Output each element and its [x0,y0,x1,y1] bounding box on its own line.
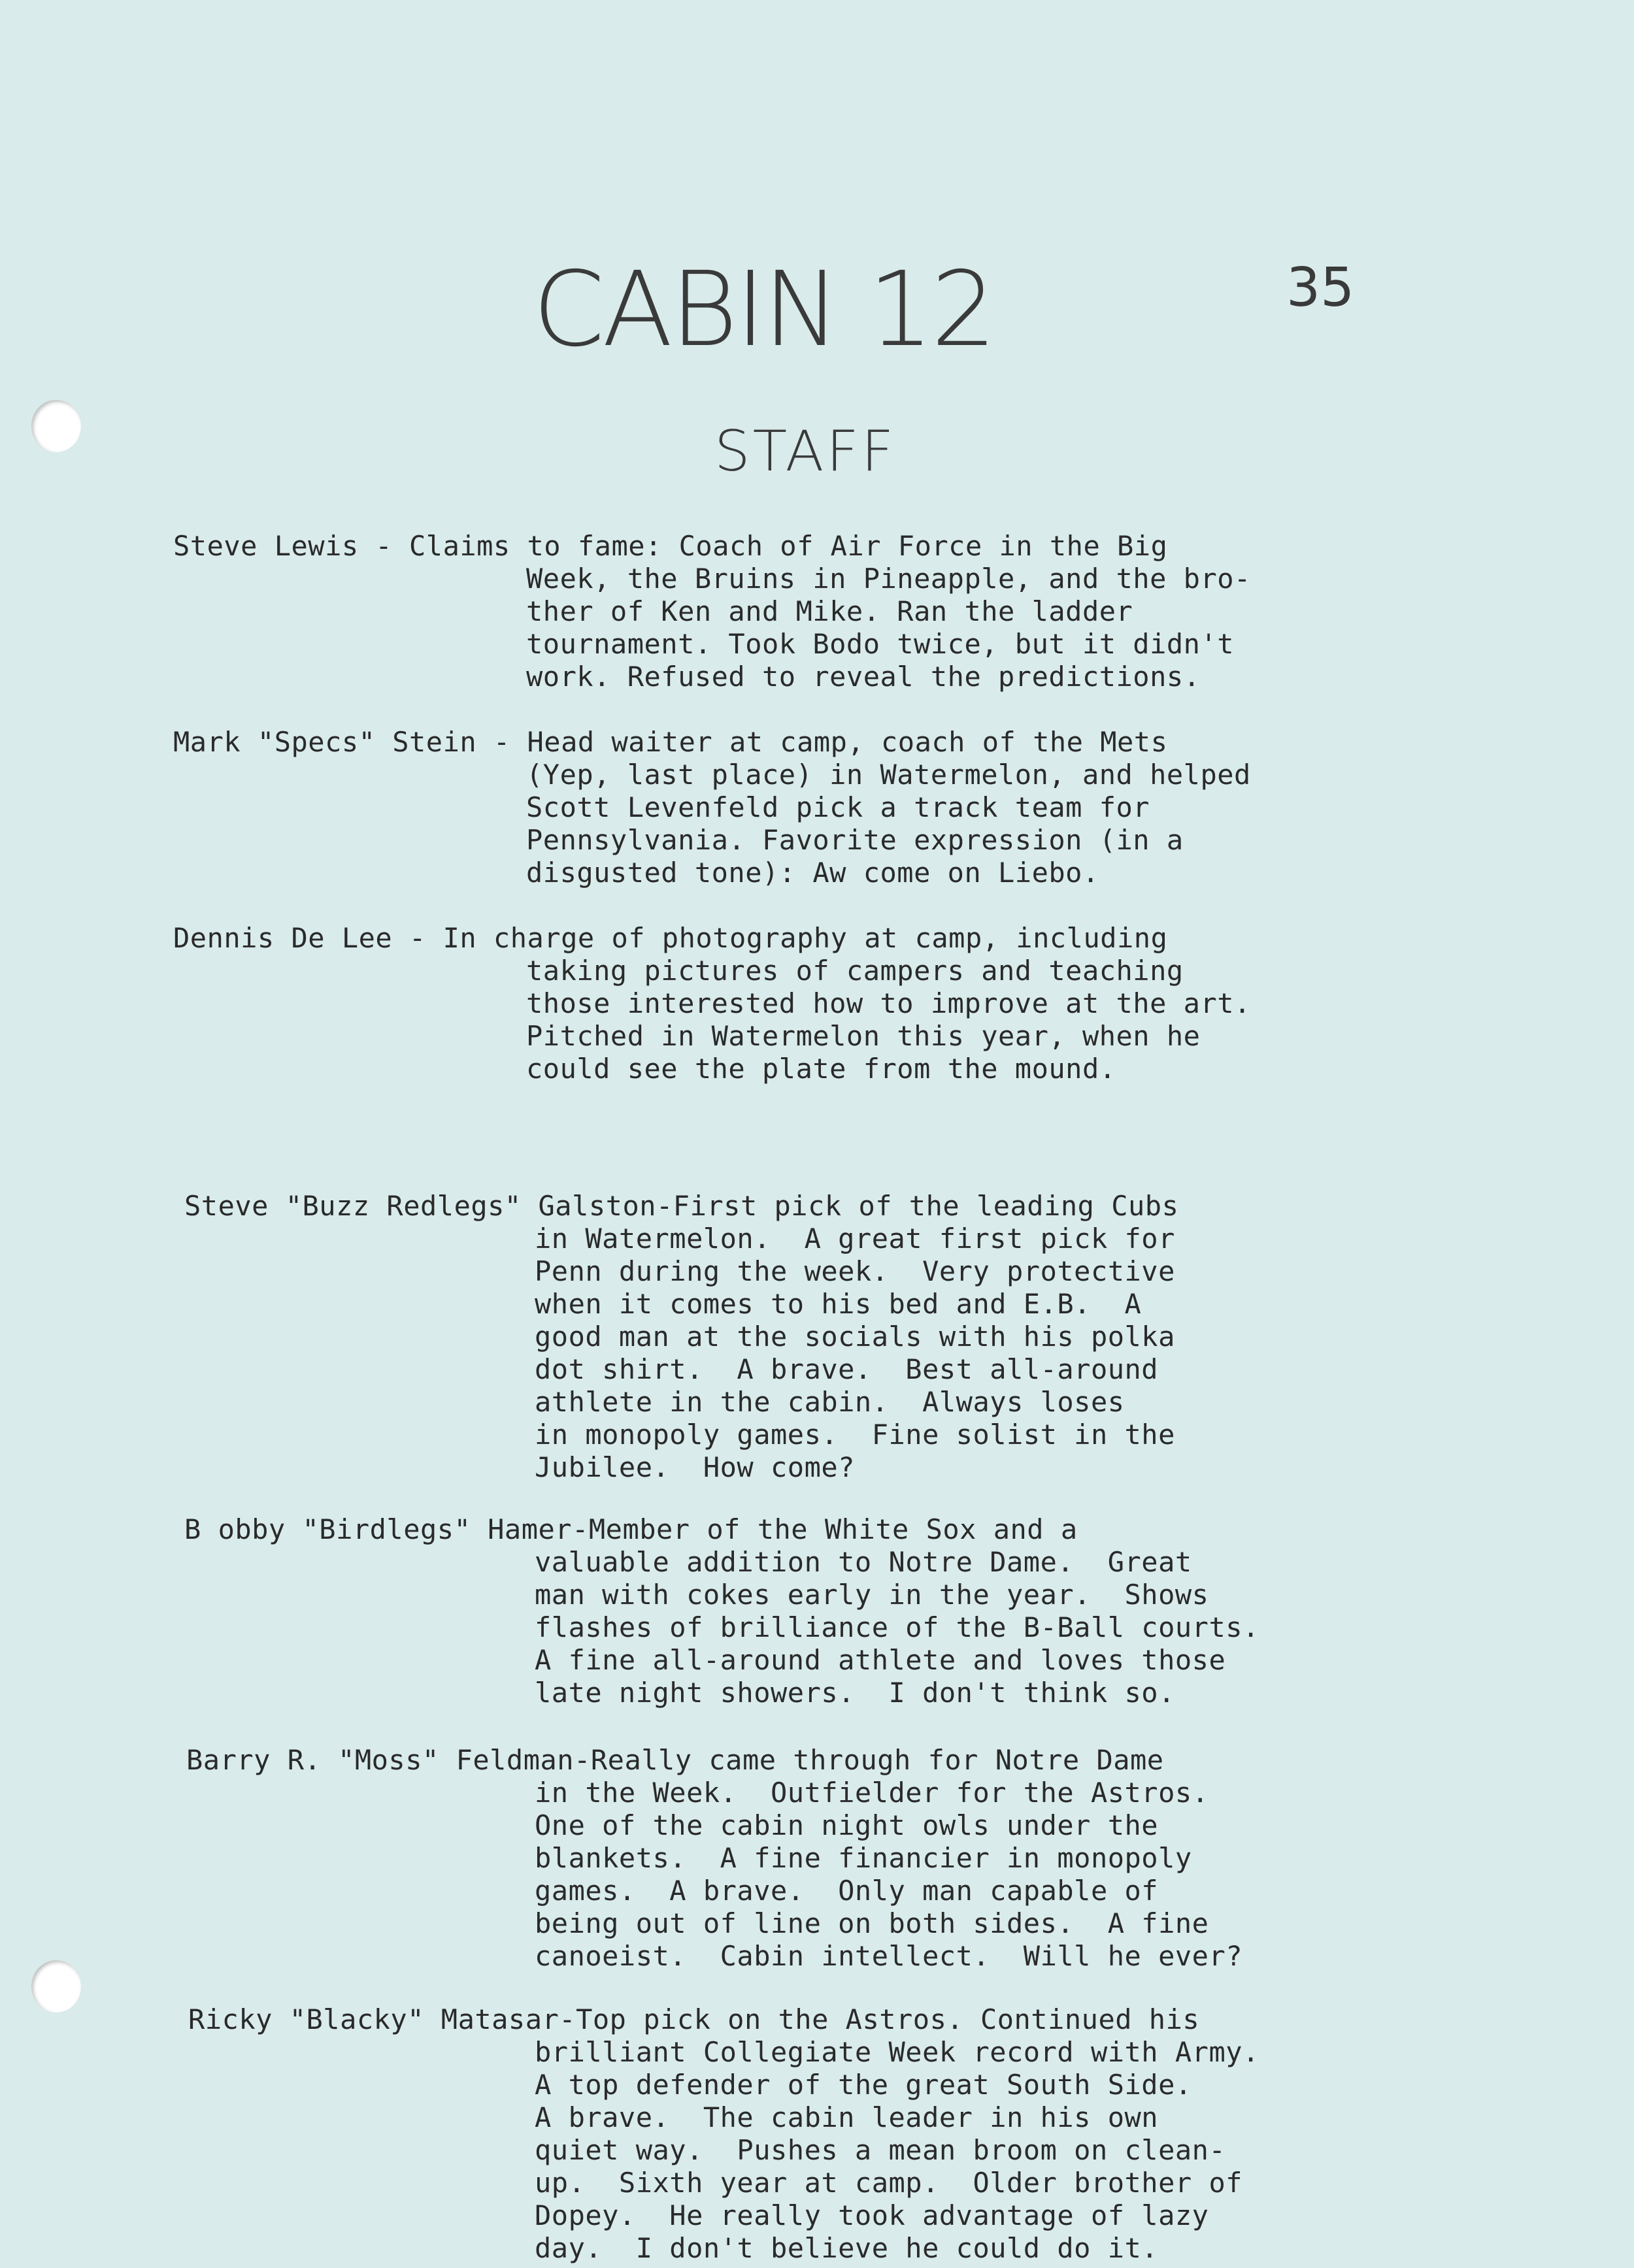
entry-line: Barry R. "Moss" Feldman-Really came through for Notre Dame [186,1744,1164,1776]
entry-line: One of the cabin night owls under the [535,1809,1159,1841]
entry-line: good man at the socials with his polka [535,1321,1175,1353]
entry-line: Dopey. He really took advantage of lazy [535,2199,1209,2231]
entry-line: Dennis De Lee - In charge of photography at camp, including [173,922,1168,954]
entry-line: quiet way. Pushes a mean broom on clean- [535,2134,1226,2166]
entry-line: games. A brave. Only man capable of [535,1875,1159,1907]
entry-line: brilliant Collegiate Week record with Army. [535,2036,1259,2068]
entry-line: valuable addition to Notre Dame. Great [535,1546,1192,1578]
entry-line: man with cokes early in the year. Shows [535,1579,1209,1611]
entry-line: those interested how to improve at the art. [526,987,1251,1019]
entry-line: in the Week. Outfielder for the Astros. [535,1777,1209,1809]
entry-line: dot shirt. A brave. Best all-around [535,1353,1159,1385]
binder-hole-top [31,400,81,452]
binder-hole-bottom [31,1960,81,2013]
entry-line: flashes of brilliance of the B-Ball courts. [535,1611,1259,1643]
entry-line: Jubilee. How come? [535,1451,855,1483]
entry-line: tournament. Took Bodo twice, but it didn't [526,628,1235,660]
entry-line: up. Sixth year at camp. Older brother of [535,2167,1243,2199]
entry-line: blankets. A fine financier in monopoly [535,1842,1192,1874]
entry-line: A fine all-around athlete and loves those [535,1644,1226,1676]
entry-line: in monopoly games. Fine solist in the [535,1419,1175,1451]
section-subtitle: STAFF [714,419,897,484]
entry-line: ther of Ken and Mike. Ran the ladder [526,595,1133,627]
entry-line: Penn during the week. Very protective [535,1255,1175,1287]
entry-line: work. Refused to reveal the predictions. [526,661,1201,693]
entry-line: Pennsylvania. Favorite expression (in a [526,824,1184,856]
entry-line: Week, the Bruins in Pineapple, and the bro- [526,563,1251,595]
entry-line: athlete in the cabin. Always loses [535,1386,1125,1418]
entry-line: Mark "Specs" Stein - Head waiter at camp, coach of the Mets [173,726,1168,758]
entry-line: Scott Levenfeld pick a track team for [526,791,1150,823]
page-number: 35 [1286,257,1355,319]
entry-line: taking pictures of campers and teaching [526,955,1184,987]
entry-line: in Watermelon. A great first pick for [535,1223,1175,1255]
entry-line: being out of line on both sides. A fine [535,1907,1209,1939]
entry-line: when it comes to his bed and E.B. A [535,1288,1142,1320]
entry-line: Steve "Buzz Redlegs" Galston-First pick of the leading Cubs [184,1190,1179,1222]
entry-line: late night showers. I don't think so. [535,1677,1175,1709]
entry-line: day. I don't believe he could do it. [535,2232,1159,2264]
entry-line: Ricky "Blacky" Matasar-Top pick on the Astros. Continued his [188,2003,1200,2035]
entry-line: B obby "Birdlegs" Hamer-Member of the White Sox and a [184,1513,1078,1545]
entry-line: (Yep, last place) in Watermelon, and helped [526,759,1251,791]
entry-line: A brave. The cabin leader in his own [535,2101,1159,2133]
entry-line: canoeist. Cabin intellect. Will he ever? [535,1940,1243,1972]
entry-line: Pitched in Watermelon this year, when he [526,1020,1201,1052]
entry-line: could see the plate from the mound. [526,1053,1116,1085]
entry-line: Steve Lewis - Claims to fame: Coach of Air Force in the Big [173,530,1168,562]
entry-line: A top defender of the great South Side. [535,2069,1192,2101]
entry-line: disgusted tone): Aw come on Liebo. [526,857,1099,889]
page-title: CABIN 12 [533,250,994,370]
